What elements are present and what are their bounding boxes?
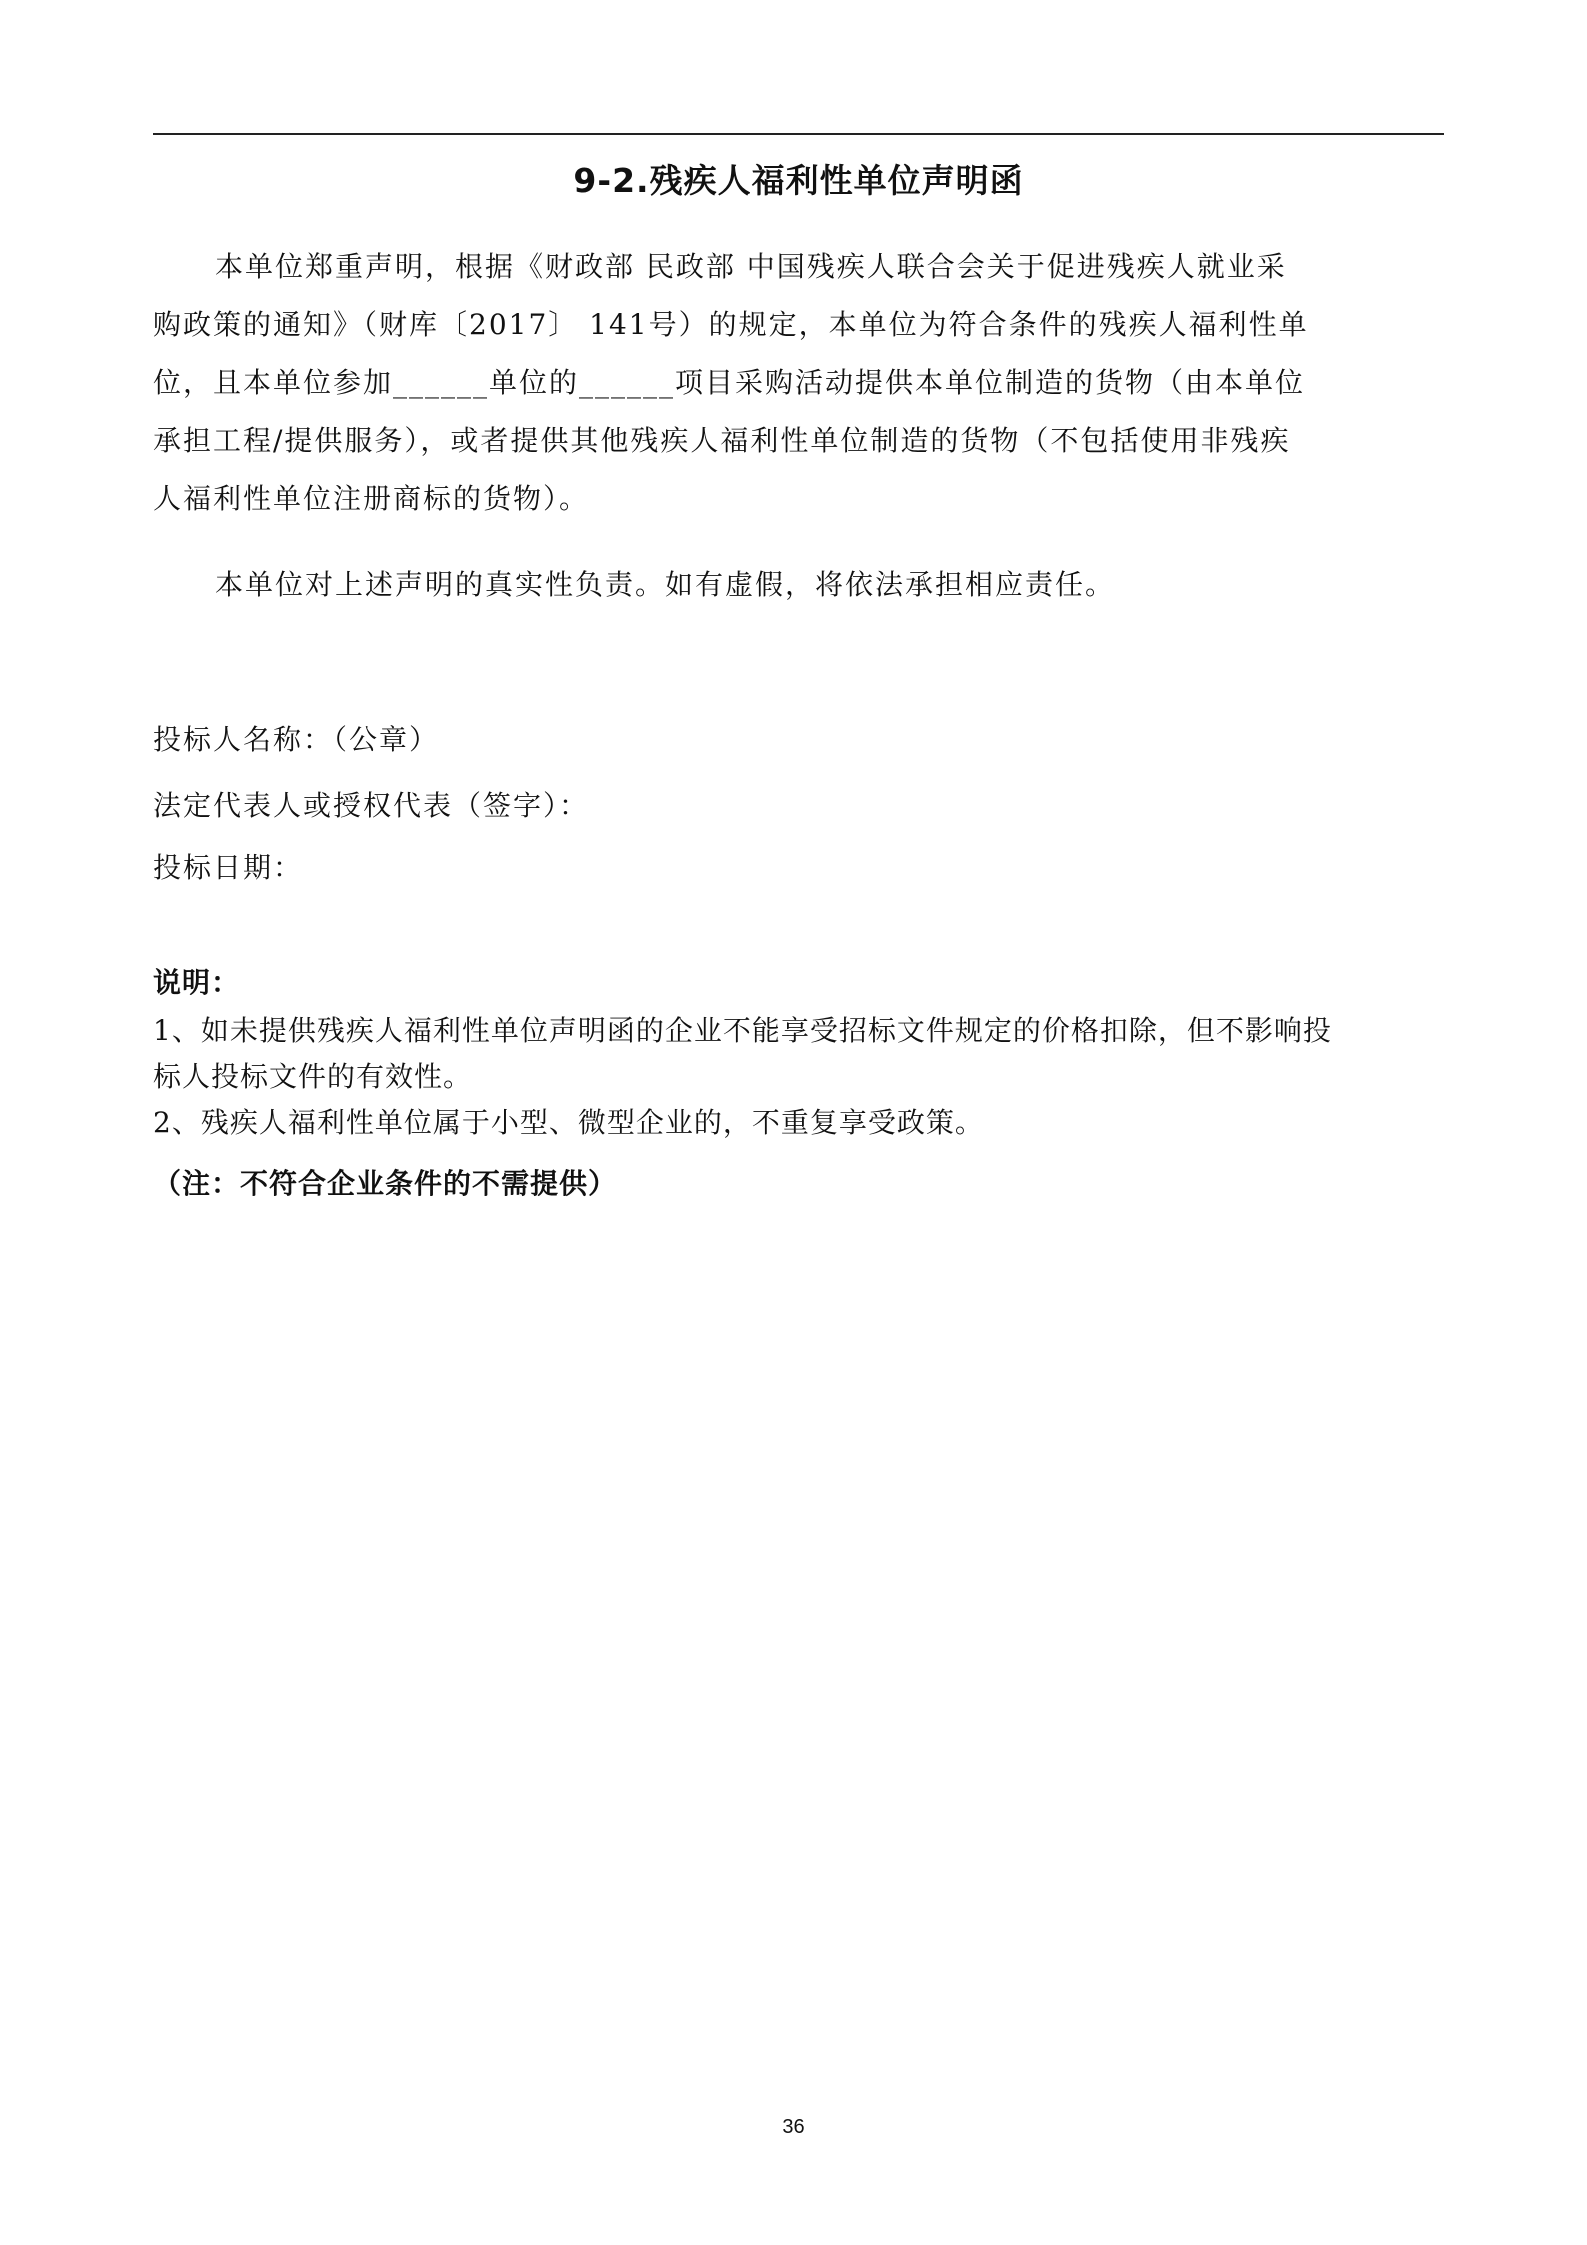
bid-date-line: 投标日期： bbox=[153, 851, 304, 884]
notes-section bbox=[153, 958, 1444, 1146]
paragraph-line: 购政策的通知》（财库〔2017〕 141号）的规定，本单位为符合条件的残疾人福利性单 bbox=[153, 308, 1309, 341]
bidder-name-line: 投标人名称：（公章） bbox=[153, 723, 440, 756]
note-item-2: 2、残疾人福利性单位属于小型、微型企业的，不重复享受政策。 bbox=[153, 1106, 984, 1139]
paragraph-line: 承担工程/提供服务），或者提供其他残疾人福利性单位制造的货物（不包括使用非残疾 bbox=[153, 424, 1291, 457]
header-rule bbox=[153, 133, 1444, 135]
page-title: 9-2.残疾人福利性单位声明函 bbox=[573, 161, 1024, 200]
note-line: 1、如未提供残疾人福利性单位声明函的企业不能享受招标文件规定的价格扣除，但不影响投 bbox=[153, 1014, 1332, 1047]
paragraph-line: 本单位郑重声明，根据《财政部 民政部 中国残疾人联合会关于促进残疾人就业采 bbox=[215, 250, 1287, 283]
representative-signature-line: 法定代表人或授权代表（签字）： bbox=[153, 789, 590, 822]
note-item-1 bbox=[153, 1008, 1444, 1100]
declaration-paragraph bbox=[153, 238, 1444, 528]
page-number: 36 bbox=[782, 2116, 805, 2138]
paragraph-line: 位，且本单位参加______单位的______项目采购活动提供本单位制造的货物（由本单位 bbox=[153, 366, 1306, 399]
footnote: （注：不符合企业条件的不需提供） bbox=[153, 1167, 618, 1200]
paragraph-line: 人福利性单位注册商标的货物）。 bbox=[153, 482, 590, 515]
note-line: 标人投标文件的有效性。 bbox=[153, 1060, 473, 1093]
notes-heading: 说明： bbox=[153, 966, 241, 999]
responsibility-paragraph: 本单位对上述声明的真实性负责。如有虚假，将依法承担相应责任。 bbox=[215, 568, 1116, 601]
